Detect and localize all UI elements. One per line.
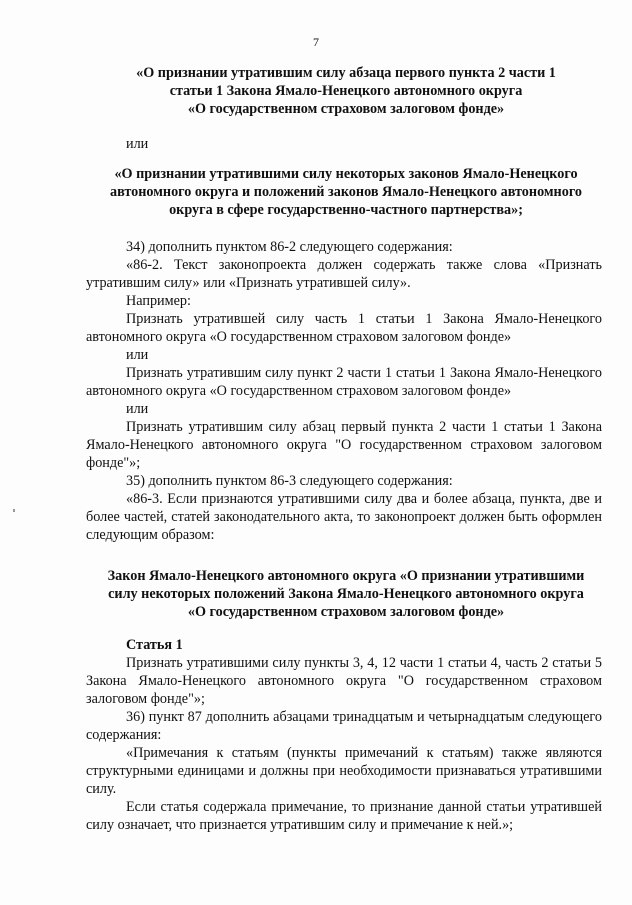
example-1: Признать утратившей силу часть 1 статьи 1 Закона Ямало-Ненецкого автономного округа «О государственном страховом залоговом фонде» bbox=[86, 311, 602, 345]
document-title-3 bbox=[80, 567, 612, 621]
scan-mark bbox=[13, 509, 15, 512]
title-1-line-3: «О государственном страховом залоговом фонде» bbox=[187, 101, 505, 117]
article-body bbox=[86, 654, 602, 834]
or-separator-2: или bbox=[126, 347, 149, 363]
section-36-note-1: «Примечания к статьям (пункты примечаний к статьям) также являются структурными единицами и должны при необходимости признаваться утратившими силу. bbox=[86, 745, 602, 797]
title-1-line-1: «О признании утратившим силу абзаца первого пункта 2 части 1 bbox=[136, 65, 556, 81]
example-3: Признать утратившим силу абзац первый пункта 2 части 1 статьи 1 Закона Ямало-Ненецкого автономного округа "О государственном страховом залоговом фонде"»; bbox=[86, 419, 602, 471]
section-34-clause: «86-2. Текст законопроекта должен содержать также слова «Признать утратившим силу» или «Признать утратившей силу». bbox=[86, 257, 602, 291]
page-number: 7 bbox=[313, 35, 319, 49]
section-35-intro: 35) дополнить пунктом 86-3 следующего содержания: bbox=[126, 473, 453, 489]
title-2-line-3: округа в сфере государственно-частного партнерства»; bbox=[169, 202, 523, 218]
section-34 bbox=[86, 238, 602, 544]
article-text: Признать утратившими силу пункты 3, 4, 12 части 1 статьи 4, часть 2 статьи 5 Закона Ямало-Ненецкого автономного округа "О государственном страховом залоговом фонде"»; bbox=[86, 655, 602, 707]
example-label: Например: bbox=[126, 293, 191, 309]
section-34-intro: 34) дополнить пунктом 86-2 следующего содержания: bbox=[126, 239, 453, 255]
title-3-line-3: «О государственном страховом залоговом фонде» bbox=[187, 604, 505, 620]
title-2-line-2: автономного округа и положений законов Ямало-Ненецкого автономного bbox=[109, 184, 583, 200]
section-36-intro: 36) пункт 87 дополнить абзацами тринадцатым и четырнадцатым следующего содержания: bbox=[86, 709, 602, 743]
section-36-note-2: Если статья содержала примечание, то признание данной статьи утратившей силу означает, что признается утратившим силу и примечание к ней.»; bbox=[86, 799, 602, 833]
section-35-clause: «86-3. Если признаются утратившими силу два и более абзаца, пункта, две и более частей, статей законодательного акта, то законопроект должен быть оформлен следующим образом: bbox=[86, 491, 602, 543]
article-heading: Статья 1 bbox=[126, 637, 183, 653]
or-separator-1: или bbox=[126, 136, 149, 152]
document-title-2 bbox=[86, 165, 606, 219]
example-2: Признать утратившим силу пункт 2 части 1 статьи 1 Закона Ямало-Ненецкого автономного округа «О государственном страховом залоговом фонде» bbox=[86, 365, 602, 399]
title-2-line-1: «О признании утратившими силу некоторых законов Ямало-Ненецкого bbox=[114, 166, 578, 182]
title-3-line-1: Закон Ямало-Ненецкого автономного округа «О признании утратившими bbox=[107, 568, 585, 584]
title-3-line-2: силу некоторых положений Закона Ямало-Ненецкого автономного округа bbox=[108, 586, 584, 602]
document-title-1 bbox=[86, 64, 606, 118]
or-separator-3: или bbox=[126, 401, 149, 417]
title-1-line-2: статьи 1 Закона Ямало-Ненецкого автономного округа bbox=[169, 83, 523, 99]
